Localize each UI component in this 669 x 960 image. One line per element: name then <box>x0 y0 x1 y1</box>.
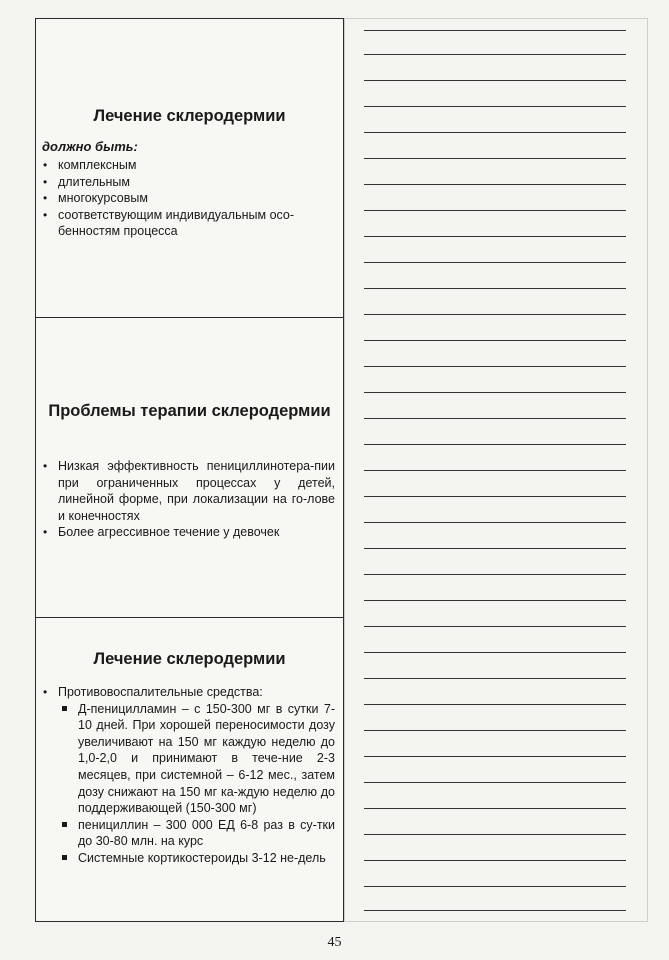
notes-column <box>344 18 646 930</box>
note-line <box>364 652 626 653</box>
list-item: • соответствующим индивидуальным осо-бенностям процесса <box>40 207 335 240</box>
list-item: • многокурсовым <box>40 190 335 207</box>
slide-title: Лечение склеродермии <box>93 107 286 125</box>
note-line <box>364 418 626 419</box>
sub-list <box>58 701 335 867</box>
note-line <box>364 548 626 549</box>
note-line <box>364 496 626 497</box>
bullet-list <box>40 157 335 240</box>
list-item: • комплексным <box>40 157 335 174</box>
slide-therapy-problems <box>36 318 343 618</box>
note-line <box>364 158 626 159</box>
note-line <box>364 80 626 81</box>
list-item: • Низкая эффективность пенициллинотера-пии при ограниченных процессах у детей, линейной форме, при локализации на го-лове и конечностях <box>40 458 335 524</box>
bullet-list <box>40 684 335 867</box>
page-number: 45 <box>327 935 342 950</box>
note-line <box>364 910 626 911</box>
note-line <box>364 30 626 31</box>
note-line <box>364 782 626 783</box>
slide-treatment-principles <box>36 19 343 318</box>
slide-title: Лечение склеродермии <box>93 650 286 668</box>
slides-column <box>35 18 344 922</box>
slide-title: Проблемы терапии склеродермии <box>48 402 331 420</box>
note-line <box>364 314 626 315</box>
note-line <box>364 106 626 107</box>
note-line <box>364 210 626 211</box>
note-line <box>364 678 626 679</box>
note-line <box>364 470 626 471</box>
note-line <box>364 444 626 445</box>
note-line <box>364 340 626 341</box>
list-item: • Более агрессивное течение у девочек <box>40 524 335 541</box>
note-line <box>364 730 626 731</box>
slide-anti-inflammatory <box>36 618 343 921</box>
note-line <box>364 132 626 133</box>
sub-list-item: Системные кортикостероиды 3-12 не-дель <box>58 850 335 867</box>
list-item-label: Противовоспалительные средства: <box>58 685 263 699</box>
slide-subtitle: должно быть: <box>42 139 138 154</box>
note-line <box>364 600 626 601</box>
note-line <box>364 522 626 523</box>
note-line <box>364 860 626 861</box>
note-line <box>364 392 626 393</box>
note-line <box>364 366 626 367</box>
note-line <box>364 886 626 887</box>
sub-list-item: Д-пеницилламин – с 150-300 мг в сутки 7-10 дней. При хорошей переносимости дозу увеличивают на 150 мг каждую неделю до 1,0-2,0 и принимают в тече-ние 2-3 месяцев, при системной – 6-12 мес., затем дозу снижают на 150 мг ка-ждую неделю до поддерживающей (150-300 мг) <box>58 701 335 817</box>
note-line <box>364 626 626 627</box>
sub-list-item: пенициллин – 300 000 ЕД 6-8 раз в су-тки до 30-80 млн. на курс <box>58 817 335 850</box>
note-line <box>364 54 626 55</box>
list-item <box>40 684 335 867</box>
bullet-list <box>40 458 335 541</box>
note-line <box>364 262 626 263</box>
note-line <box>364 184 626 185</box>
note-line <box>364 574 626 575</box>
note-line <box>364 236 626 237</box>
note-line <box>364 288 626 289</box>
note-line <box>364 834 626 835</box>
note-line <box>364 704 626 705</box>
note-line <box>364 808 626 809</box>
note-line <box>364 756 626 757</box>
list-item: • длительным <box>40 174 335 191</box>
